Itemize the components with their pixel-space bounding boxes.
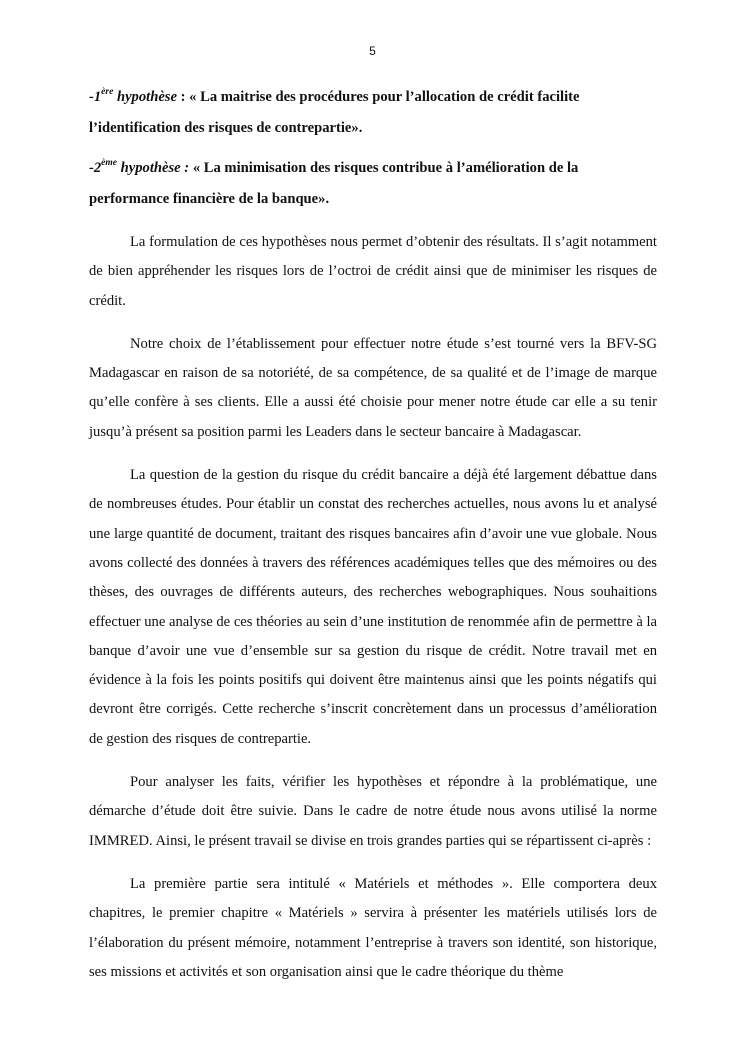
hypothesis-1-label: hypothèse bbox=[113, 89, 177, 105]
hypothesis-1-ordinal: ère bbox=[101, 87, 114, 98]
page-body bbox=[89, 82, 657, 1001]
hypothesis-2-prefix: -2 bbox=[89, 160, 102, 176]
page-number: 5 bbox=[369, 44, 376, 58]
hypothesis-1-text: « La maitrise des procédures pour l’allocation de crédit facilite l’identification des risques de contrepartie». bbox=[89, 89, 580, 136]
hypothesis-1-prefix: -1 bbox=[89, 89, 102, 105]
hypothesis-2-text: « La minimisation des risques contribue à l’amélioration de la performance financière de la banque». bbox=[89, 160, 579, 207]
hypothesis-1-separator: : bbox=[176, 89, 190, 105]
hypothesis-2-ordinal: ème bbox=[101, 158, 117, 169]
paragraph-literature-review: La question de la gestion du risque du crédit bancaire a déjà été largement débattue dans de nombreuses études. Pour établir un constat des recherches actuelles, nous avons lu et analysé une large quantité de document, traitant des risques bancaires afin d’avoir une vue globale. Nous avons collecté des données à travers des références académiques telles que des mémoires ou des thèses, des ouvrages de différents auteurs, des recherches webographiques. Nous souhaitions effectuer une analyse de ces théories au sein d’une institution de renommée afin de permettre à la banque d’avoir une vue d’ensemble sur sa gestion du risque de crédit. Notre travail met en évidence à la fois les points positifs qui doivent être maintenus ainsi que les points négatifs qui devront être corrigés. Cette recherche s’inscrit concrètement dans un processus d’amélioration de gestion des risques de contrepartie. bbox=[89, 467, 657, 747]
paragraph-methodology: Pour analyser les faits, vérifier les hypothèses et répondre à la problématique, une démarche d’étude doit être suivie. Dans le cadre de notre étude nous avons utilisé la norme IMMRED. Ainsi, le présent travail se divise en trois grandes parties qui se répartissent ci-après : bbox=[89, 774, 657, 849]
paragraph-first-part: La première partie sera intitulé « Matériels et méthodes ». Elle comportera deux chapitres, le premier chapitre « Matériels » servira à présenter les matériels utilisés lors de l’élaboration du présent mémoire, notamment l’entreprise à travers son identité, son historique, ses missions et activités et son organisation ainsi que le cadre théorique du thème bbox=[89, 875, 657, 980]
hypothesis-2-label: hypothèse : bbox=[117, 160, 190, 176]
paragraph-institution-choice: Notre choix de l’établissement pour effectuer notre étude s’est tourné vers la BFV-SG Madagascar en raison de sa notoriété, de sa compétence, de sa qualité et de l’image de marque qu’elle confère à ses clients. Elle a aussi été choisie pour mener notre étude car elle a su tenir jusqu’à présent sa position parmi les Leaders dans le secteur bancaire à Madagascar. bbox=[89, 335, 657, 440]
paragraph-hypotheses-formulation: La formulation de ces hypothèses nous permet d’obtenir des résultats. Il s’agit notamment de bien appréhender les risques lors de l’octroi de crédit ainsi que de minimiser les risques de crédit. bbox=[89, 234, 657, 309]
hypothesis-1 bbox=[89, 82, 657, 143]
hypothesis-2 bbox=[89, 153, 657, 214]
